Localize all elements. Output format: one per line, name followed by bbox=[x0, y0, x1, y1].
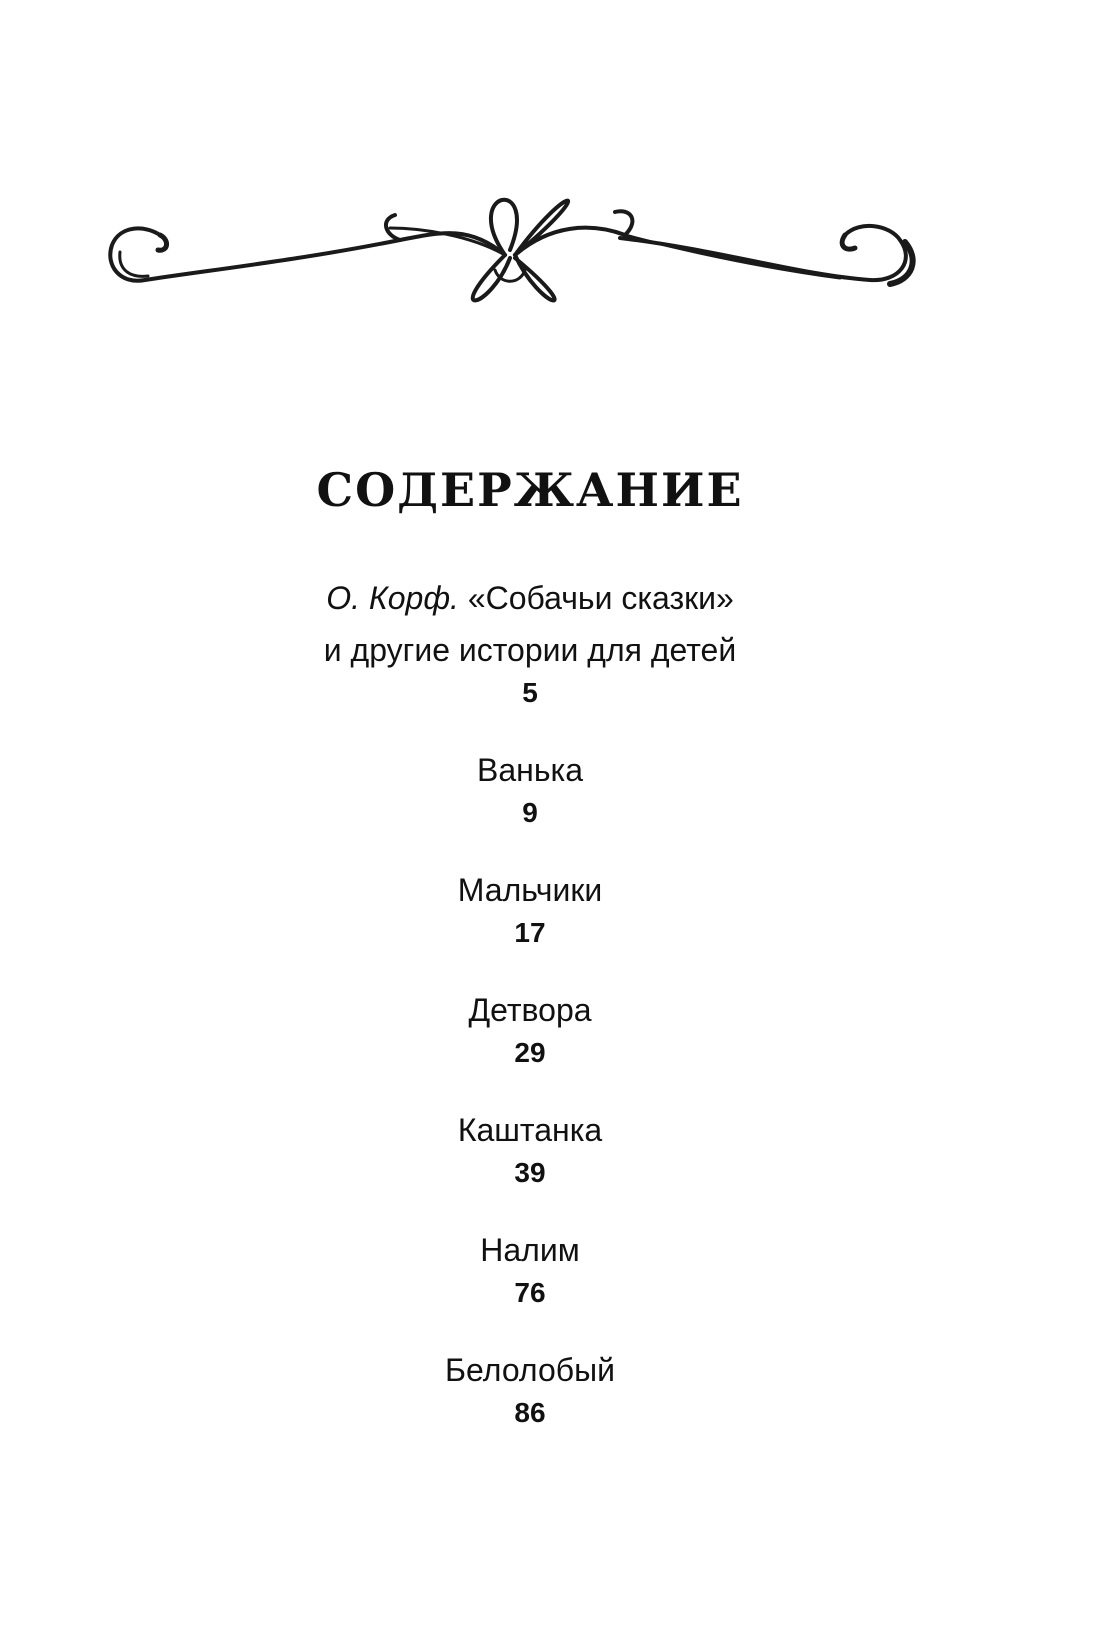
page-title: СОДЕРЖАНИЕ bbox=[316, 463, 744, 517]
toc-entry-page: 76 bbox=[514, 1277, 546, 1308]
toc-entry-page: 86 bbox=[514, 1397, 546, 1428]
toc-entry-page: 9 bbox=[522, 797, 538, 828]
toc-entry[interactable] bbox=[0, 572, 1060, 710]
toc-entry-title: Мальчики bbox=[457, 872, 603, 908]
toc-entry-title: Ванька bbox=[477, 752, 583, 788]
toc-entry-author: О. Корф. bbox=[326, 580, 459, 616]
decorative-flourish-icon bbox=[100, 180, 960, 330]
table-of-contents bbox=[0, 572, 1060, 1430]
toc-entry[interactable] bbox=[0, 1104, 1060, 1190]
toc-entry-title-part: «Собачьи сказки» bbox=[467, 580, 734, 616]
toc-entry[interactable] bbox=[0, 1224, 1060, 1310]
toc-entry-title: Налим bbox=[480, 1232, 580, 1268]
toc-entry-title: Детвора bbox=[468, 992, 592, 1028]
toc-entry-page: 29 bbox=[514, 1037, 546, 1068]
toc-entry-title: Белолобый bbox=[445, 1352, 615, 1388]
toc-entry-title-continuation: и другие истории для детей bbox=[323, 632, 737, 668]
toc-entry-page: 5 bbox=[522, 677, 538, 708]
toc-entry-page: 17 bbox=[514, 917, 546, 948]
toc-entry[interactable] bbox=[0, 744, 1060, 830]
toc-entry[interactable] bbox=[0, 984, 1060, 1070]
toc-entry[interactable] bbox=[0, 864, 1060, 950]
toc-entry-title: Каштанка bbox=[457, 1112, 603, 1148]
toc-entry-title bbox=[0, 572, 1060, 624]
toc-entry[interactable] bbox=[0, 1344, 1060, 1430]
toc-entry-page: 39 bbox=[514, 1157, 546, 1188]
